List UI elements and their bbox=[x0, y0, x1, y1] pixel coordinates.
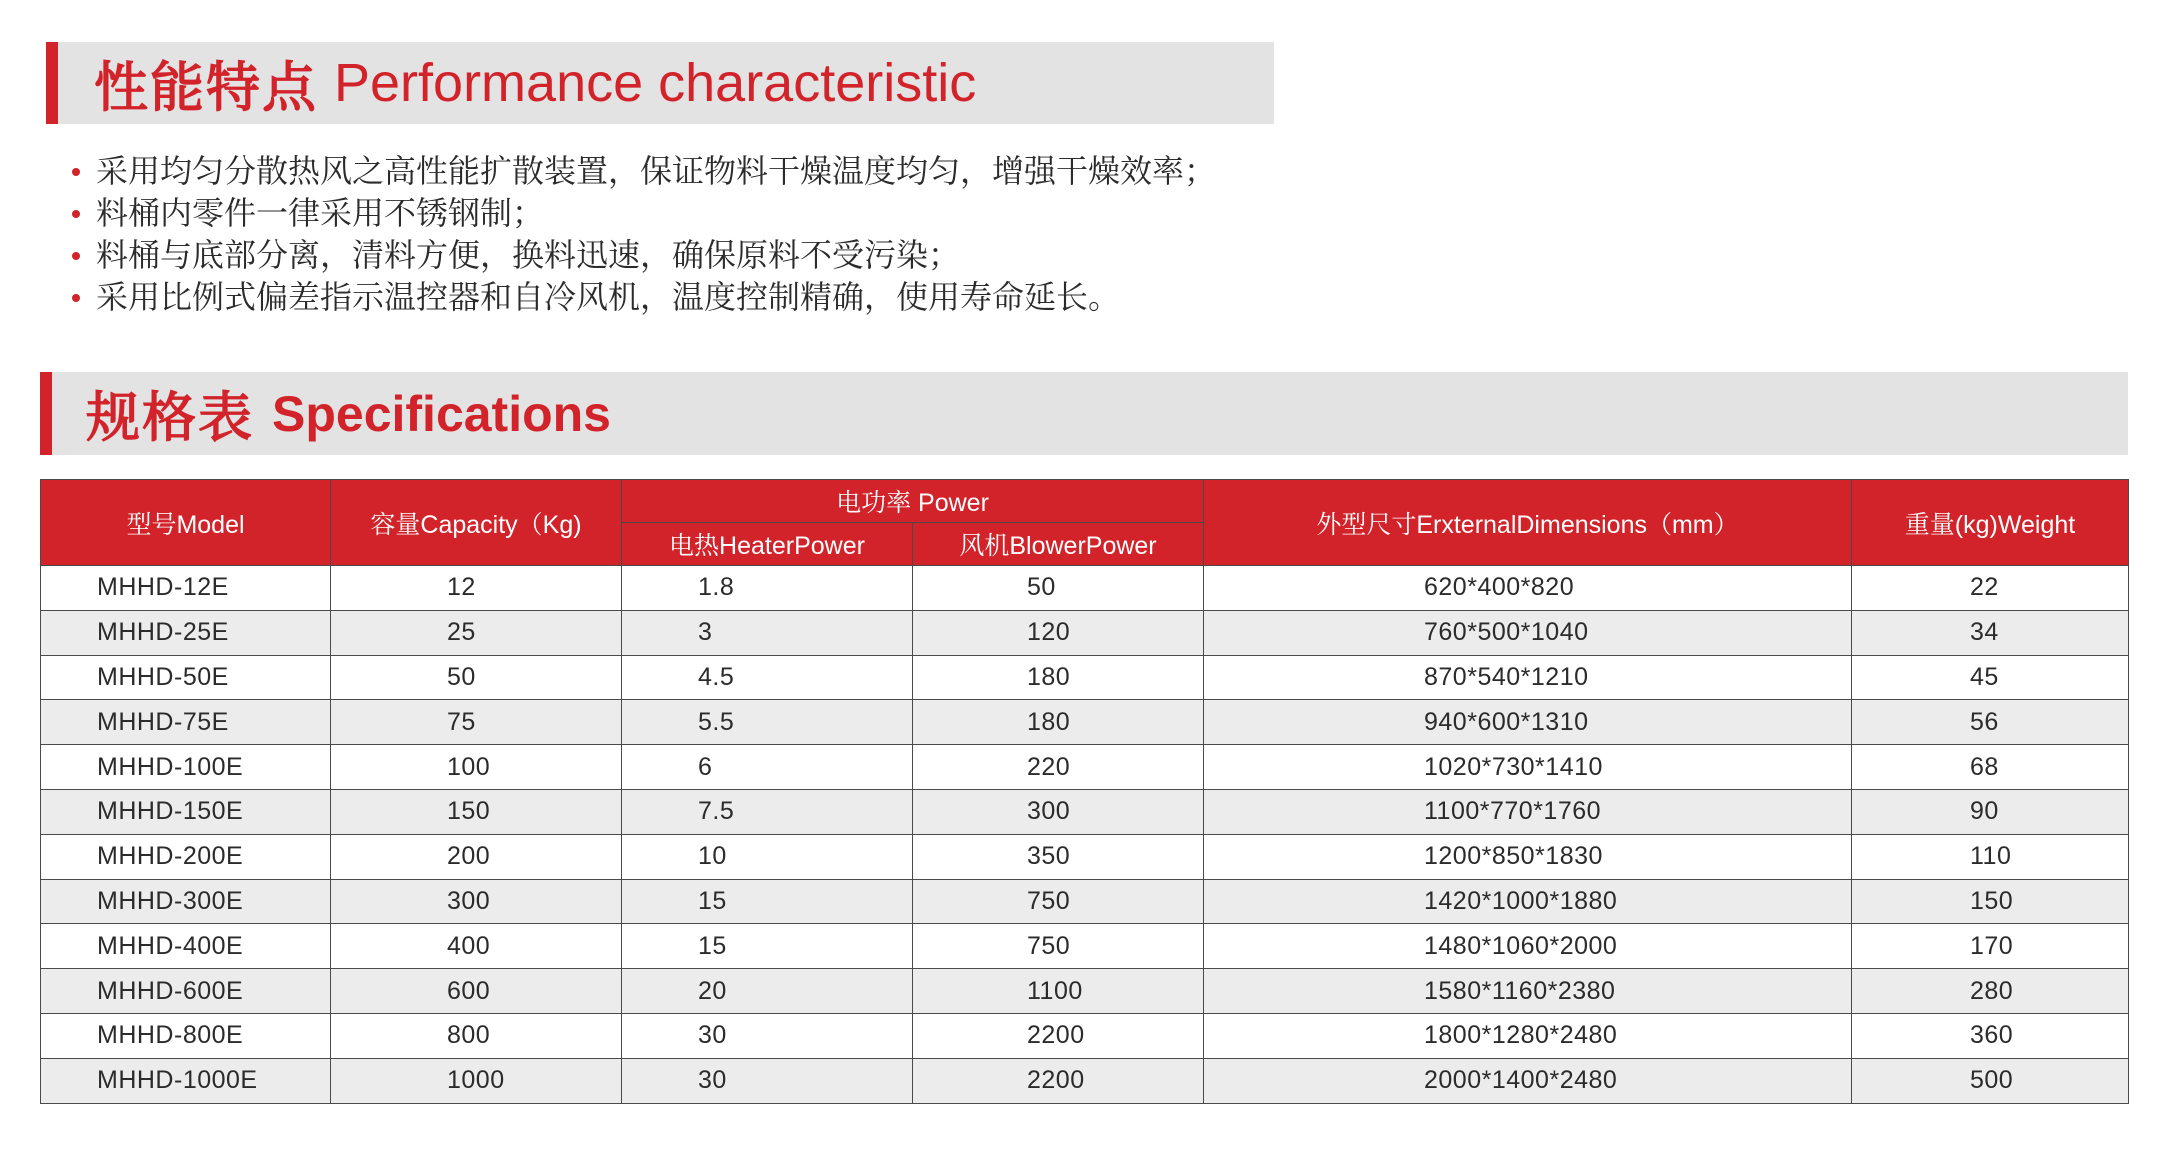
cell-weight: 56 bbox=[1852, 700, 2129, 745]
cell-model: MHHD-1000E bbox=[41, 1058, 331, 1103]
cell-heater-power: 1.8 bbox=[622, 566, 913, 611]
cell-dimensions: 1200*850*1830 bbox=[1204, 834, 1852, 879]
cell-blower-power: 220 bbox=[913, 745, 1204, 790]
cell-heater-power: 30 bbox=[622, 1058, 913, 1103]
cell-model: MHHD-75E bbox=[41, 700, 331, 745]
cell-dimensions: 870*540*1210 bbox=[1204, 655, 1852, 700]
cell-blower-power: 2200 bbox=[913, 1013, 1204, 1058]
cell-heater-power: 3 bbox=[622, 610, 913, 655]
header-blower-power: 风机BlowerPower bbox=[913, 523, 1204, 566]
cell-heater-power: 15 bbox=[622, 879, 913, 924]
header-heater-power: 电热HeaterPower bbox=[622, 523, 913, 566]
cell-heater-power: 10 bbox=[622, 834, 913, 879]
cell-weight: 170 bbox=[1852, 924, 2129, 969]
cell-dimensions: 2000*1400*2480 bbox=[1204, 1058, 1852, 1103]
table-row bbox=[41, 789, 2129, 834]
table-row bbox=[41, 834, 2129, 879]
cell-blower-power: 180 bbox=[913, 700, 1204, 745]
table-row bbox=[41, 1058, 2129, 1103]
table-row bbox=[41, 655, 2129, 700]
cell-capacity: 800 bbox=[331, 1013, 622, 1058]
table-row bbox=[41, 924, 2129, 969]
table-row bbox=[41, 700, 2129, 745]
feature-list bbox=[70, 150, 1216, 318]
cell-blower-power: 120 bbox=[913, 610, 1204, 655]
cell-capacity: 1000 bbox=[331, 1058, 622, 1103]
cell-weight: 68 bbox=[1852, 745, 2129, 790]
cell-weight: 22 bbox=[1852, 566, 2129, 611]
cell-dimensions: 1580*1160*2380 bbox=[1204, 969, 1852, 1014]
cell-capacity: 150 bbox=[331, 789, 622, 834]
table-row bbox=[41, 1013, 2129, 1058]
table-body bbox=[41, 566, 2129, 1104]
cell-capacity: 50 bbox=[331, 655, 622, 700]
cell-model: MHHD-100E bbox=[41, 745, 331, 790]
cell-blower-power: 350 bbox=[913, 834, 1204, 879]
cell-capacity: 600 bbox=[331, 969, 622, 1014]
cell-heater-power: 30 bbox=[622, 1013, 913, 1058]
feature-text: 采用比例式偏差指示温控器和自冷风机，温度控制精确，使用寿命延长。 bbox=[96, 278, 1121, 316]
cell-model: MHHD-150E bbox=[41, 789, 331, 834]
cell-model: MHHD-600E bbox=[41, 969, 331, 1014]
feature-text: 采用均匀分散热风之高性能扩散装置，保证物料干燥温度均匀，增强干燥效率； bbox=[96, 152, 1217, 190]
table-row bbox=[41, 879, 2129, 924]
bullet-dot-icon bbox=[72, 294, 80, 302]
bullet-dot-icon bbox=[72, 168, 80, 176]
cell-heater-power: 15 bbox=[622, 924, 913, 969]
cell-heater-power: 5.5 bbox=[622, 700, 913, 745]
cell-dimensions: 940*600*1310 bbox=[1204, 700, 1852, 745]
cell-capacity: 300 bbox=[331, 879, 622, 924]
feature-item bbox=[70, 150, 1216, 192]
cell-model: MHHD-300E bbox=[41, 879, 331, 924]
performance-title-en: Performance characteristic bbox=[334, 53, 977, 113]
cell-model: MHHD-50E bbox=[41, 655, 331, 700]
cell-weight: 150 bbox=[1852, 879, 2129, 924]
cell-model: MHHD-200E bbox=[41, 834, 331, 879]
cell-capacity: 400 bbox=[331, 924, 622, 969]
cell-capacity: 100 bbox=[331, 745, 622, 790]
cell-dimensions: 760*500*1040 bbox=[1204, 610, 1852, 655]
cell-model: MHHD-400E bbox=[41, 924, 331, 969]
cell-blower-power: 2200 bbox=[913, 1058, 1204, 1103]
specifications-section-header bbox=[40, 372, 2128, 455]
bullet-dot-icon bbox=[72, 252, 80, 260]
table-row bbox=[41, 566, 2129, 611]
header-dimensions: 外型尺寸ErxternalDimensions（mm） bbox=[1204, 480, 1852, 566]
header-weight: 重量(kg)Weight bbox=[1852, 480, 2129, 566]
cell-weight: 110 bbox=[1852, 834, 2129, 879]
accent-bar bbox=[40, 372, 52, 455]
cell-heater-power: 6 bbox=[622, 745, 913, 790]
cell-dimensions: 1480*1060*2000 bbox=[1204, 924, 1852, 969]
table-row bbox=[41, 969, 2129, 1014]
feature-text: 料桶内零件一律采用不锈钢制； bbox=[96, 194, 545, 232]
feature-item bbox=[70, 276, 1216, 318]
cell-weight: 360 bbox=[1852, 1013, 2129, 1058]
bullet-dot-icon bbox=[72, 210, 80, 218]
cell-dimensions: 620*400*820 bbox=[1204, 566, 1852, 611]
feature-text: 料桶与底部分离，清料方便，换料迅速，确保原料不受污染； bbox=[96, 236, 961, 274]
cell-heater-power: 20 bbox=[622, 969, 913, 1014]
cell-blower-power: 1100 bbox=[913, 969, 1204, 1014]
cell-dimensions: 1100*770*1760 bbox=[1204, 789, 1852, 834]
performance-title-cn: 性能特点 bbox=[94, 55, 318, 119]
cell-weight: 34 bbox=[1852, 610, 2129, 655]
cell-capacity: 200 bbox=[331, 834, 622, 879]
cell-blower-power: 300 bbox=[913, 789, 1204, 834]
performance-section-header bbox=[46, 42, 1274, 124]
specifications-table bbox=[40, 479, 2129, 1104]
header-model: 型号Model bbox=[41, 480, 331, 566]
cell-blower-power: 750 bbox=[913, 879, 1204, 924]
cell-weight: 280 bbox=[1852, 969, 2129, 1014]
accent-bar bbox=[46, 42, 58, 124]
cell-dimensions: 1020*730*1410 bbox=[1204, 745, 1852, 790]
cell-heater-power: 7.5 bbox=[622, 789, 913, 834]
cell-model: MHHD-800E bbox=[41, 1013, 331, 1058]
cell-weight: 90 bbox=[1852, 789, 2129, 834]
cell-model: MHHD-25E bbox=[41, 610, 331, 655]
table-row bbox=[41, 610, 2129, 655]
cell-blower-power: 180 bbox=[913, 655, 1204, 700]
cell-weight: 45 bbox=[1852, 655, 2129, 700]
specifications-title-en: Specifications bbox=[272, 385, 611, 442]
cell-dimensions: 1420*1000*1880 bbox=[1204, 879, 1852, 924]
cell-weight: 500 bbox=[1852, 1058, 2129, 1103]
cell-capacity: 12 bbox=[331, 566, 622, 611]
cell-heater-power: 4.5 bbox=[622, 655, 913, 700]
cell-capacity: 25 bbox=[331, 610, 622, 655]
header-power: 电功率 Power bbox=[622, 480, 1204, 523]
cell-model: MHHD-12E bbox=[41, 566, 331, 611]
cell-blower-power: 750 bbox=[913, 924, 1204, 969]
feature-item bbox=[70, 234, 1216, 276]
header-capacity: 容量Capacity（Kg) bbox=[331, 480, 622, 566]
table-row bbox=[41, 745, 2129, 790]
cell-blower-power: 50 bbox=[913, 566, 1204, 611]
cell-dimensions: 1800*1280*2480 bbox=[1204, 1013, 1852, 1058]
specifications-title-cn: 规格表 bbox=[86, 386, 254, 449]
cell-capacity: 75 bbox=[331, 700, 622, 745]
feature-item bbox=[70, 192, 1216, 234]
